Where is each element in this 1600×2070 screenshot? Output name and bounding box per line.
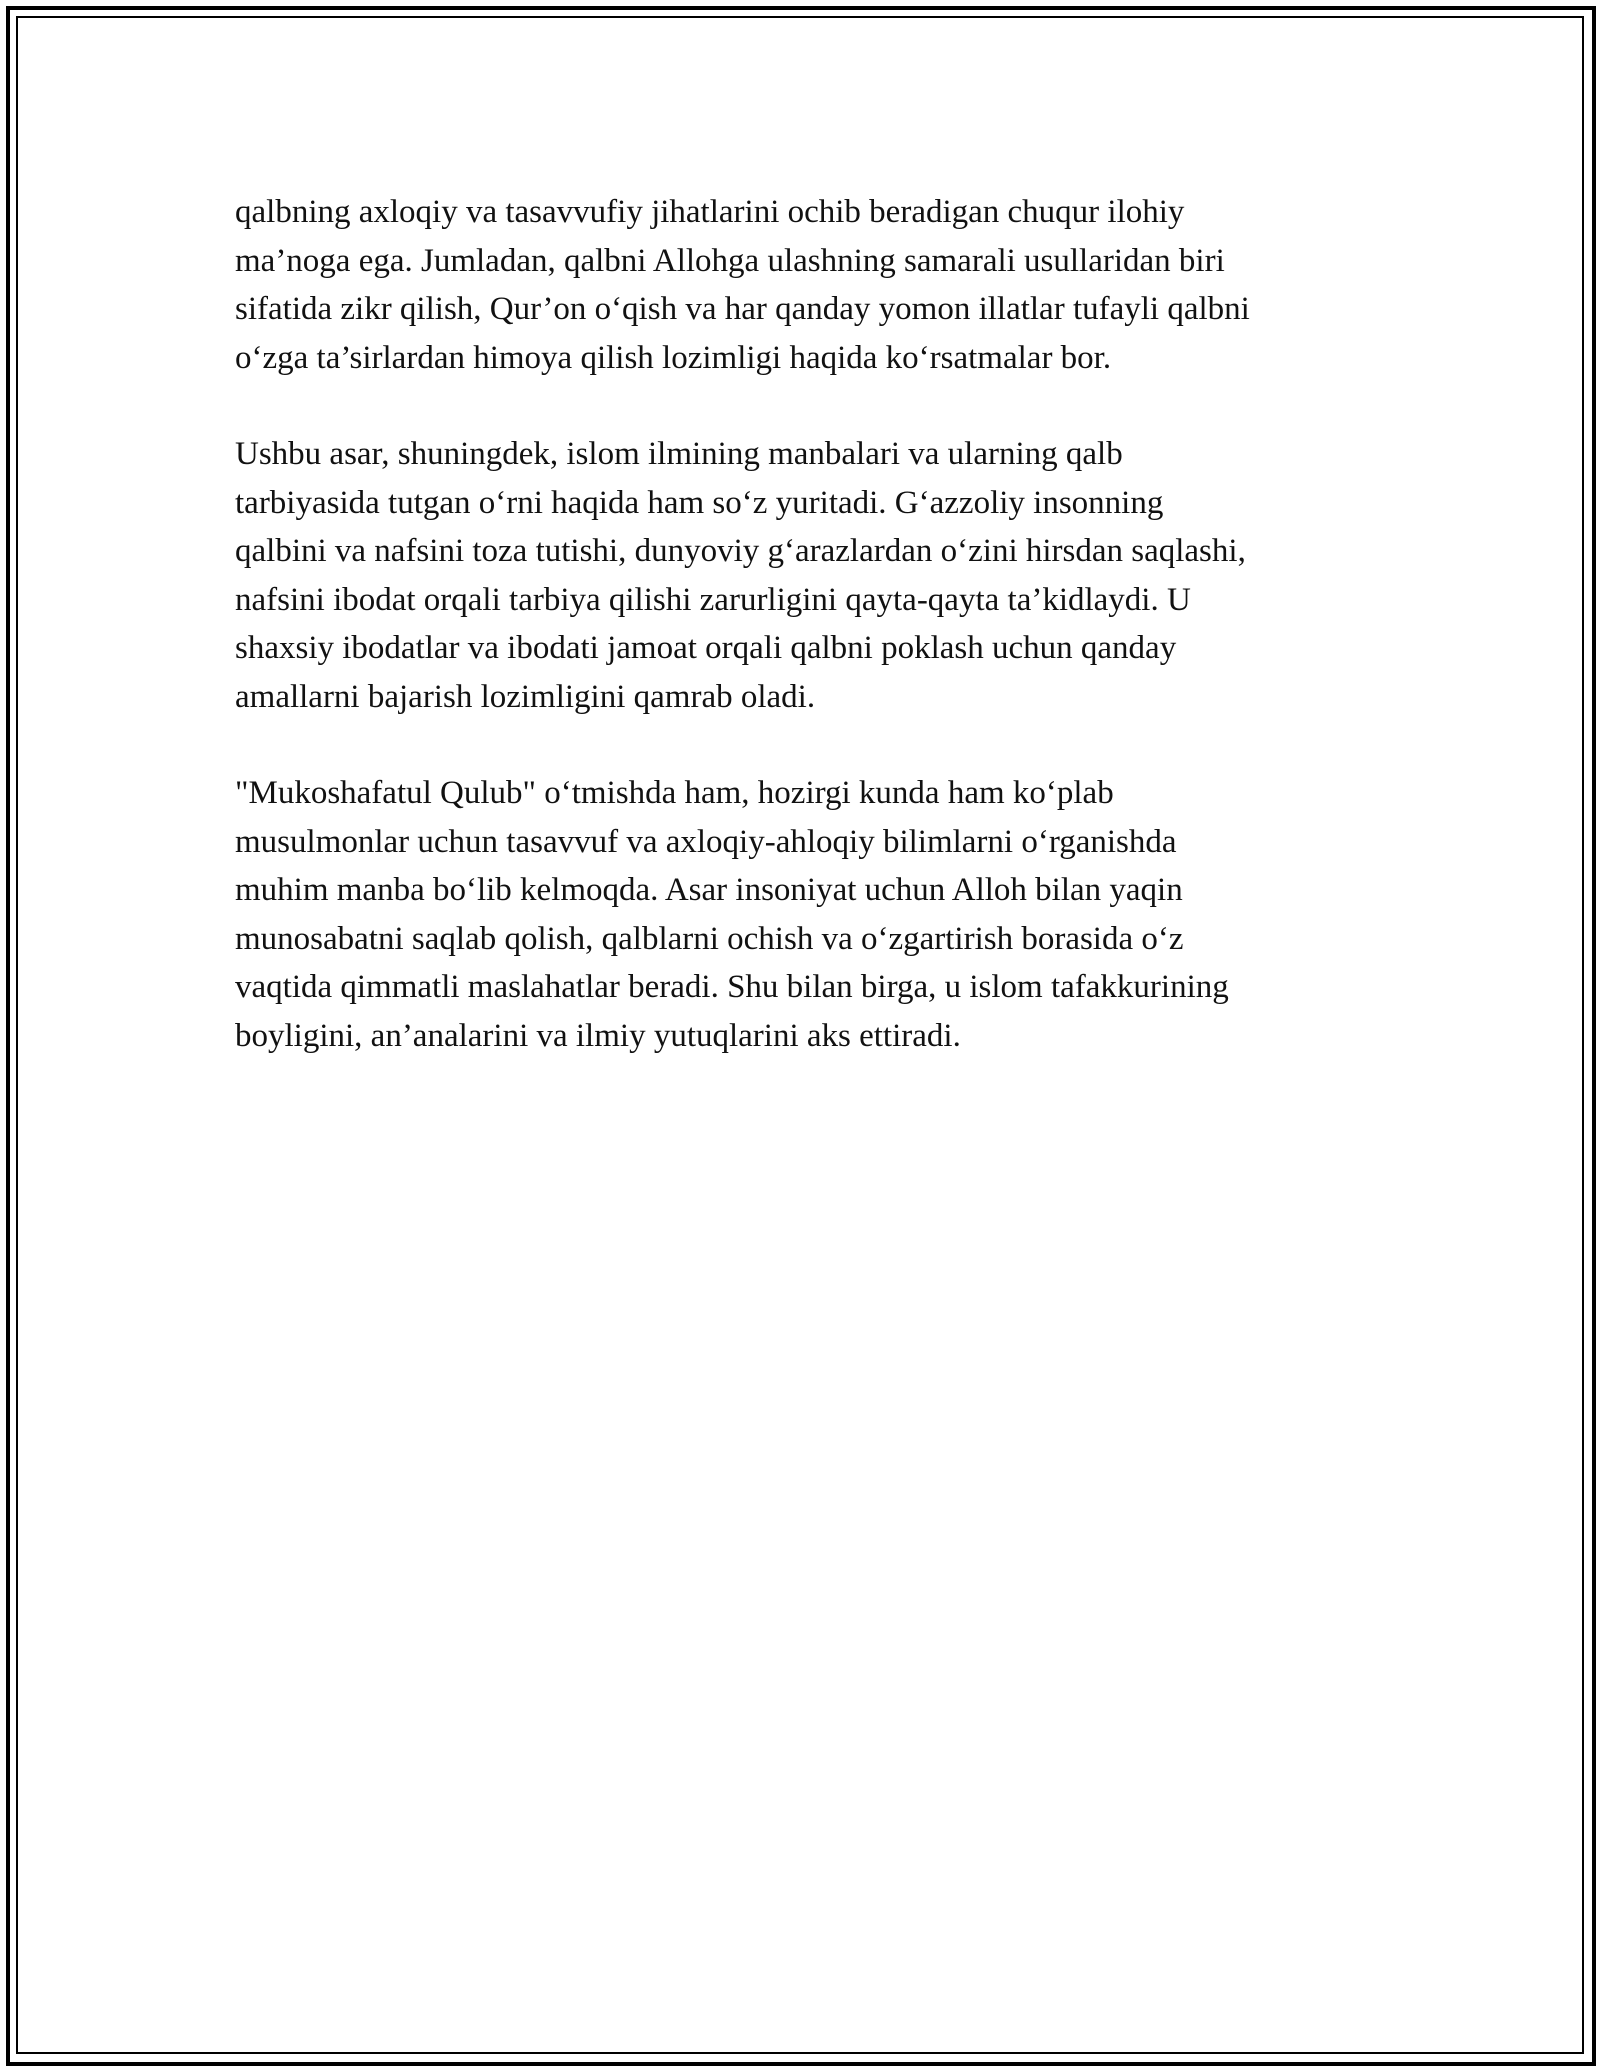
paragraph-2: Ushbu asar, shuningdek, islom ilmining manbalari va ularning qalb tarbiyasida tutgan o‘rni haqida ham so‘z yuritadi. G‘azzoliy insonning qalbini va nafsini toza tutishi, dunyoviy g‘arazlardan o‘zini hirsdan saqlashi, nafsini ibodat orqali tarbiya qilishi zarurligini qayta-qayta ta’kidlaydi. U shaxsiy ibodatlar va ibodati jamoat orqali qalbni poklash uchun qanday amallarni bajarish lozimligini qamrab oladi. — [235, 436, 1246, 715]
document-body — [235, 188, 1365, 1108]
paragraph-3: "Mukoshafatul Qulub" o‘tmishda ham, hozirgi kunda ham ko‘plab musulmonlar uchun tasavvuf va axloqiy-ahloqiy bilimlarni o‘rganishda muhim manba bo‘lib kelmoqda. Asar insoniyat uchun Alloh bilan yaqin munosabatni saqlab qolish, qalblarni ochish va o‘zgartirish borasida o‘z vaqtida qimmatli maslahatlar beradi. Shu bilan birga, u islom tafakkurining boyligini, an’analarini va ilmiy yutuqlarini aks ettiradi. — [235, 775, 1229, 1054]
paragraph-1: qalbning axloqiy va tasavvufiy jihatlarini ochib beradigan chuqur ilohiy ma’noga ega. Jumladan, qalbni Allohga ulashning samarali usullaridan biri sifatida zikr qilish, Qur’on o‘qish va har qanday yomon illatlar tufayli qalbni o‘zga ta’sirlardan himoya qilish lozimligi haqida ko‘rsatmalar bor. — [235, 194, 1250, 376]
